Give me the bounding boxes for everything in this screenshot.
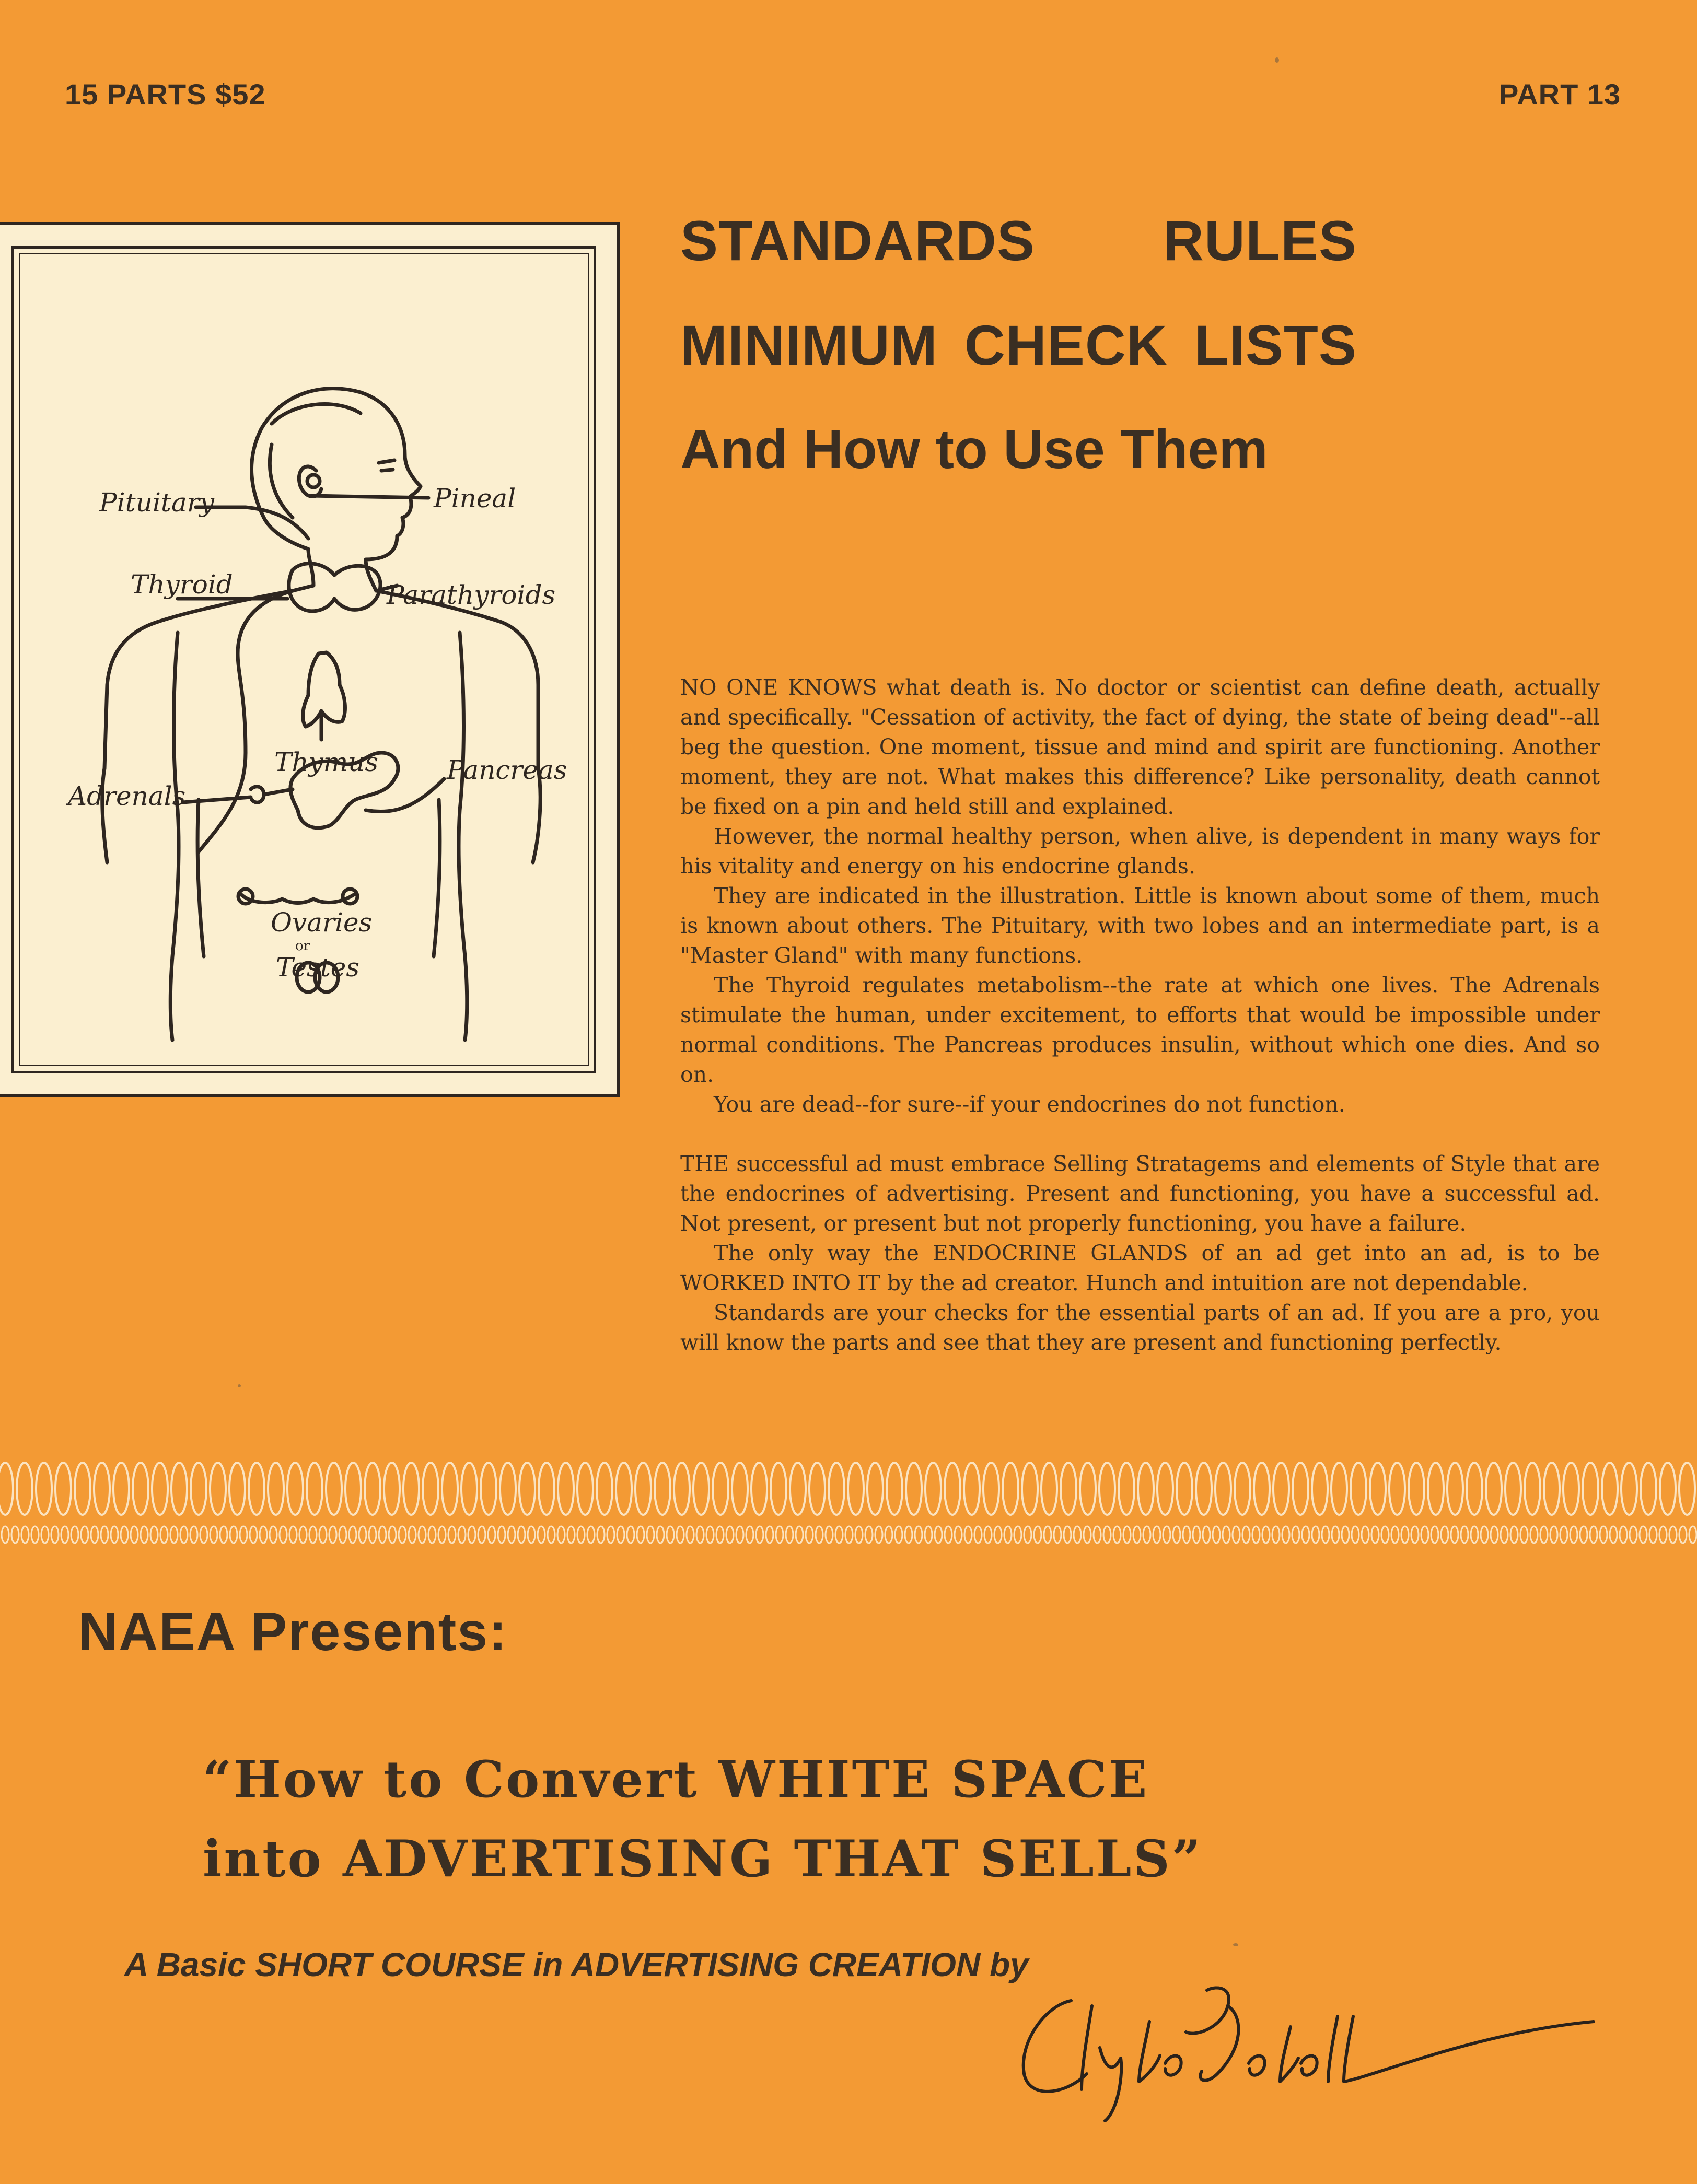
loop-ornament-small — [1292, 1526, 1299, 1543]
article-paragraph: THE successful ad must embrace Selling Stratagems and elements of Style that are the endocrines of advertising. Present and functioning, you have a successful ad. Not present, or present but not properly functioning, you have a failure. — [680, 1151, 1600, 1236]
loop-ornament-small — [210, 1526, 217, 1543]
loop-ornament-small — [240, 1526, 247, 1543]
loop-ornament — [1003, 1463, 1018, 1515]
loop-ornament — [171, 1463, 187, 1515]
loop-ornament — [1061, 1463, 1076, 1515]
loop-ornament-small — [1074, 1526, 1081, 1543]
loop-ornament-small — [71, 1526, 78, 1543]
loop-ornament — [1428, 1463, 1444, 1515]
loop-ornament-small — [1113, 1526, 1121, 1543]
loop-ornament-small — [1540, 1526, 1548, 1543]
loop-ornament-small — [657, 1526, 664, 1543]
loop-ornament-small — [1024, 1526, 1031, 1543]
loop-ornament-small — [706, 1526, 714, 1543]
label-thymus: Thymus — [274, 747, 379, 777]
loop-ornament — [17, 1463, 32, 1515]
loop-ornament-small — [816, 1526, 823, 1543]
loop-ornament — [133, 1463, 148, 1515]
loop-ornament-small — [826, 1526, 833, 1543]
loop-ornament-small — [1421, 1526, 1428, 1543]
loop-ornament-small — [51, 1526, 59, 1543]
loop-ornament-small — [1689, 1526, 1696, 1543]
paper-speck — [1233, 1943, 1238, 1946]
loop-ornament-small — [1520, 1526, 1528, 1543]
loop-ornament-small — [726, 1526, 734, 1543]
loop-ornament — [1022, 1463, 1038, 1515]
loop-ornament — [403, 1463, 419, 1515]
loop-ornament-small — [548, 1526, 555, 1543]
loop-ornament-small — [756, 1526, 763, 1543]
loop-ornament-small — [1610, 1526, 1617, 1543]
loop-ornament — [268, 1463, 284, 1515]
loop-ornament-small — [1620, 1526, 1627, 1543]
loop-ornament-small — [1371, 1526, 1379, 1543]
loop-ornament-small — [1064, 1526, 1071, 1543]
loop-ornament — [1641, 1463, 1656, 1515]
loop-ornament-small — [885, 1526, 892, 1543]
loop-ornament-small — [488, 1526, 495, 1543]
loop-ornament — [94, 1463, 110, 1515]
loop-ornament-small — [766, 1526, 773, 1543]
loop-ornament-small — [1570, 1526, 1577, 1543]
loop-ornament-small — [309, 1526, 317, 1543]
loop-ornament-small — [1203, 1526, 1210, 1543]
loop-ornament-small — [528, 1526, 535, 1543]
loop-ornament-small — [925, 1526, 932, 1543]
loop-ornament-small — [1451, 1526, 1458, 1543]
loop-ornament — [655, 1463, 670, 1515]
loop-ornament — [732, 1463, 748, 1515]
loop-ornament — [964, 1463, 980, 1515]
loop-ornament-small — [1461, 1526, 1468, 1543]
loop-ornament-small — [329, 1526, 336, 1543]
loop-ornament — [481, 1463, 496, 1515]
loop-ornament-small — [974, 1526, 982, 1543]
loop-ornament — [809, 1463, 825, 1515]
label-testes: Testes — [276, 952, 360, 983]
loop-ornament — [210, 1463, 226, 1515]
author-signature — [1008, 1969, 1609, 2126]
loop-ornament-small — [111, 1526, 118, 1543]
loop-ornament — [0, 1463, 13, 1515]
loop-ornament-small — [1391, 1526, 1399, 1543]
loop-ornament-small — [1441, 1526, 1448, 1543]
loop-ornament — [558, 1463, 574, 1515]
loop-ornament-small — [736, 1526, 743, 1543]
loop-ornament-small — [776, 1526, 783, 1543]
loop-ornament — [1505, 1463, 1521, 1515]
loop-ornament-small — [786, 1526, 793, 1543]
loop-ornament — [1525, 1463, 1540, 1515]
loop-ornament-small — [180, 1526, 188, 1543]
loop-ornament-small — [419, 1526, 426, 1543]
loop-ornament-small — [1004, 1526, 1012, 1543]
loop-ornament-small — [1252, 1526, 1260, 1543]
loop-ornament-small — [567, 1526, 575, 1543]
loop-ornament-small — [1094, 1526, 1101, 1543]
loop-ornament-small — [1014, 1526, 1021, 1543]
loop-ornament-small — [1133, 1526, 1141, 1543]
loop-ornament-small — [677, 1526, 684, 1543]
loop-ornament — [1679, 1463, 1695, 1515]
loop-ornament-small — [1342, 1526, 1349, 1543]
loop-ornament — [1583, 1463, 1598, 1515]
loop-ornament-small — [339, 1526, 346, 1543]
loop-ornament — [829, 1463, 844, 1515]
course-title-line-1: “How to Convert WHITE SPACE — [203, 1750, 1149, 1809]
loop-ornament — [1447, 1463, 1463, 1515]
loop-ornament — [36, 1463, 52, 1515]
loop-ornament-small — [1669, 1526, 1677, 1543]
loop-ornament-small — [31, 1526, 39, 1543]
loop-ornament-small — [687, 1526, 694, 1543]
label-parathyroids: Parathyroids — [387, 580, 556, 610]
loop-ornament — [384, 1463, 400, 1515]
loop-ornament-small — [557, 1526, 565, 1543]
loop-ornament-small — [647, 1526, 654, 1543]
loop-ornament-small — [845, 1526, 853, 1543]
loop-ornament — [1621, 1463, 1637, 1515]
loop-ornament-small — [1183, 1526, 1190, 1543]
part-number-label: PART 13 — [1499, 78, 1621, 111]
loop-ornament-small — [538, 1526, 545, 1543]
loop-ornament-small — [389, 1526, 396, 1543]
loop-ornament-small — [915, 1526, 922, 1543]
loop-ornament-small — [1471, 1526, 1478, 1543]
article-paragraph: The Thyroid regulates metabolism--the rate at which one lives. The Adrenals stimulate the human, under excitement, to efforts that would be impossible under normal conditions. The Pancreas produces insulin, without which one dies. And so on. — [680, 973, 1600, 1087]
headline-check-lists: MINIMUM CHECK LISTS — [680, 313, 1357, 377]
loop-ornament — [461, 1463, 477, 1515]
label-pancreas: Pancreas — [447, 755, 567, 785]
loop-ornament-small — [1600, 1526, 1607, 1543]
loop-ornament-small — [667, 1526, 674, 1543]
loop-ornament-small — [498, 1526, 505, 1543]
paper-speck — [238, 1384, 241, 1387]
loop-ornament-small — [855, 1526, 863, 1543]
loop-ornament — [307, 1463, 322, 1515]
loop-ornament-small — [945, 1526, 952, 1543]
loop-ornament-small — [597, 1526, 605, 1543]
loop-ornament-small — [150, 1526, 158, 1543]
loop-ornament-small — [458, 1526, 466, 1543]
loop-ornament — [771, 1463, 786, 1515]
loop-ornament-small — [1560, 1526, 1567, 1543]
loop-ornament-small — [448, 1526, 456, 1543]
loop-ornament-small — [1173, 1526, 1180, 1543]
loop-ornament-small — [319, 1526, 327, 1543]
loop-ornament — [1409, 1463, 1424, 1515]
loop-ornament — [287, 1463, 303, 1515]
headline-standards: STANDARDS — [680, 209, 1035, 272]
loop-ornament — [345, 1463, 361, 1515]
loop-ornament — [1157, 1463, 1173, 1515]
loop-ornament-small — [1084, 1526, 1091, 1543]
label-ovaries: Ovaries — [271, 907, 373, 938]
article-paragraph: Standards are your checks for the essential parts of an ad. If you are a pro, you will know the parts and see that they are present and functioning perfectly. — [680, 1300, 1600, 1355]
loop-ornament — [1099, 1463, 1115, 1515]
label-adrenals: Adrenals — [68, 781, 186, 811]
loop-ornament-small — [1322, 1526, 1329, 1543]
loop-ornament-small — [746, 1526, 753, 1543]
loop-ornament-small — [518, 1526, 525, 1543]
loop-ornament-small — [1640, 1526, 1647, 1543]
loop-ornament — [1389, 1463, 1405, 1515]
loop-ornament — [1563, 1463, 1579, 1515]
loop-ornament-small — [984, 1526, 992, 1543]
loop-ornament-small — [1302, 1526, 1309, 1543]
loop-ornament-small — [1103, 1526, 1111, 1543]
loop-ornament — [1254, 1463, 1270, 1515]
loop-ornament-small — [11, 1526, 19, 1543]
loop-ornament — [906, 1463, 922, 1515]
loop-ornament — [925, 1463, 941, 1515]
loop-ornament-small — [478, 1526, 485, 1543]
loop-ornament-small — [865, 1526, 873, 1543]
loop-ornament — [1467, 1463, 1482, 1515]
loop-ornament — [249, 1463, 264, 1515]
loop-ornament — [1312, 1463, 1328, 1515]
article-paragraph: However, the normal healthy person, when alive, is dependent in many ways for his vitality and energy on his endocrine glands. — [680, 824, 1600, 879]
loop-ornament-small — [1679, 1526, 1687, 1543]
loop-ornament-small — [1233, 1526, 1240, 1543]
loop-ornament-small — [250, 1526, 257, 1543]
loop-ornament-small — [1153, 1526, 1160, 1543]
loop-ornament-small — [577, 1526, 585, 1543]
loop-ornament-small — [875, 1526, 882, 1543]
loop-ornament-small — [399, 1526, 406, 1543]
loop-ornament-small — [131, 1526, 138, 1543]
loop-ornament — [55, 1463, 71, 1515]
loop-ornament-small — [905, 1526, 912, 1543]
loop-ornament-small — [160, 1526, 168, 1543]
loop-ornament — [1138, 1463, 1154, 1515]
article-paragraph: They are indicated in the illustration. Little is known about some of them, much is known about others. The Pituitary, with two lobes and an intermediate part, is a "Master Gland" with many functions. — [680, 883, 1600, 968]
loop-ornament-small — [716, 1526, 724, 1543]
loop-ornament-small — [1213, 1526, 1220, 1543]
loop-ornament-small — [1530, 1526, 1538, 1543]
label-pituitary: Pituitary — [99, 487, 214, 518]
loop-ornament — [1215, 1463, 1231, 1515]
loop-ornament — [500, 1463, 516, 1515]
loop-ornament — [983, 1463, 999, 1515]
headline-rules: RULES — [1163, 209, 1357, 272]
loop-ornament-small — [1143, 1526, 1150, 1543]
loop-ornament-small — [41, 1526, 49, 1543]
loop-ornament-small — [696, 1526, 704, 1543]
loop-ornament-small — [349, 1526, 356, 1543]
loop-ornament — [1544, 1463, 1560, 1515]
loop-ornament-small — [379, 1526, 386, 1543]
loop-ornament-small — [1649, 1526, 1657, 1543]
loop-ornament-small — [1659, 1526, 1667, 1543]
loop-ornament — [635, 1463, 651, 1515]
loop-ornament-small — [1550, 1526, 1557, 1543]
loop-ornament-small — [964, 1526, 972, 1543]
loop-ornament — [1602, 1463, 1618, 1515]
loop-ornament — [423, 1463, 438, 1515]
loop-ornament-small — [1590, 1526, 1597, 1543]
loop-ornament — [597, 1463, 612, 1515]
loop-ornament — [1273, 1463, 1289, 1515]
loop-ornament-small — [289, 1526, 297, 1543]
loop-ornament-small — [91, 1526, 98, 1543]
loop-ornament-small — [1223, 1526, 1230, 1543]
paper-speck — [1275, 57, 1279, 63]
loop-ornament — [191, 1463, 206, 1515]
loop-ornament-small — [1580, 1526, 1587, 1543]
decorative-loop-border — [0, 1452, 1697, 1557]
article-body — [680, 673, 1600, 1358]
loop-ornament — [1370, 1463, 1386, 1515]
label-thyroid: Thyroid — [131, 569, 233, 600]
loop-ornament — [945, 1463, 960, 1515]
loop-ornament — [519, 1463, 535, 1515]
loop-ornament-small — [230, 1526, 237, 1543]
course-subtitle: A Basic SHORT COURSE in ADVERTISING CREATION by — [124, 1946, 1029, 1983]
loop-ornament — [713, 1463, 728, 1515]
loop-ornament-small — [2, 1526, 9, 1543]
loop-ornament-small — [1381, 1526, 1389, 1543]
loop-ornament — [1041, 1463, 1057, 1515]
loop-ornament — [887, 1463, 902, 1515]
article-paragraph: The only way the ENDOCRINE GLANDS of an ad get into an ad, is to be WORKED INTO IT by the ad creator. Hunch and intuition are not dependable. — [680, 1241, 1600, 1295]
loop-ornament-small — [1362, 1526, 1369, 1543]
loop-ornament-small — [1630, 1526, 1637, 1543]
loop-ornament — [539, 1463, 554, 1515]
loop-ornament-small — [1491, 1526, 1498, 1543]
loop-ornament-small — [935, 1526, 942, 1543]
course-title-line-2: into ADVERTISING THAT SELLS” — [203, 1829, 1203, 1888]
loop-ornament-small — [895, 1526, 902, 1543]
loop-ornament — [1080, 1463, 1096, 1515]
loop-ornament — [1293, 1463, 1308, 1515]
endocrine-illustration — [0, 222, 620, 1097]
loop-ornament-small — [428, 1526, 436, 1543]
loop-ornament-small — [955, 1526, 962, 1543]
article-paragraph: NO ONE KNOWS what death is. No doctor or scientist can define death, actually and specifically. "Cessation of activity, the fact of dying, the state of being dead"--all beg the question. One moment, tissue and mind and spirit are functioning. Another moment, they are not. What makes this difference? Like personality, death cannot be fixed on a pin and held still and explained. — [680, 675, 1600, 819]
loop-ornament — [674, 1463, 690, 1515]
loop-ornament-small — [835, 1526, 843, 1543]
loop-ornament — [1119, 1463, 1134, 1515]
body-figure-drawing — [0, 225, 620, 1101]
presenter-heading: NAEA Presents: — [78, 1602, 508, 1662]
loop-ornament-small — [994, 1526, 1002, 1543]
loop-ornament-small — [1501, 1526, 1508, 1543]
loop-ornament-small — [200, 1526, 207, 1543]
loop-ornament-small — [409, 1526, 416, 1543]
loop-ornament — [1351, 1463, 1366, 1515]
article-paragraph: You are dead--for sure--if your endocrines do not function. — [714, 1092, 1345, 1117]
loop-ornament — [1196, 1463, 1212, 1515]
loop-ornament-small — [1481, 1526, 1488, 1543]
loop-ornament — [1660, 1463, 1676, 1515]
loop-ornament-small — [101, 1526, 108, 1543]
loop-ornament-small — [141, 1526, 148, 1543]
loop-ornament-small — [270, 1526, 277, 1543]
loop-ornament — [365, 1463, 380, 1515]
loop-ornament-small — [806, 1526, 813, 1543]
loop-ornament-small — [637, 1526, 644, 1543]
loop-ornament-small — [170, 1526, 178, 1543]
loop-ornament-small — [260, 1526, 267, 1543]
loop-ornament-small — [1312, 1526, 1319, 1543]
loop-ornament-small — [1044, 1526, 1051, 1543]
loop-ornament-small — [1054, 1526, 1061, 1543]
loop-ornament-small — [468, 1526, 475, 1543]
loop-ornament — [848, 1463, 864, 1515]
loop-ornament — [1177, 1463, 1192, 1515]
loop-ornament-small — [587, 1526, 595, 1543]
loop-ornament-small — [1411, 1526, 1419, 1543]
loop-ornament — [790, 1463, 806, 1515]
loop-ornament-small — [190, 1526, 197, 1543]
label-or: or — [295, 938, 310, 954]
loop-ornament — [152, 1463, 168, 1515]
loop-ornament-small — [1431, 1526, 1438, 1543]
label-pineal: Pineal — [434, 483, 516, 513]
loop-ornament-small — [617, 1526, 624, 1543]
loop-ornament-small — [220, 1526, 227, 1543]
loop-ornament-small — [1193, 1526, 1200, 1543]
loop-ornament — [1331, 1463, 1347, 1515]
loop-ornament-small — [627, 1526, 634, 1543]
loop-ornament-small — [21, 1526, 29, 1543]
loop-ornament-small — [280, 1526, 287, 1543]
loop-ornament — [693, 1463, 709, 1515]
loop-ornament-small — [61, 1526, 68, 1543]
loop-ornament — [577, 1463, 593, 1515]
loop-ornament — [113, 1463, 129, 1515]
loop-ornament-small — [359, 1526, 366, 1543]
loop-ornament — [75, 1463, 90, 1515]
headline-how-to-use: And How to Use Them — [680, 418, 1268, 480]
loop-ornament-small — [607, 1526, 614, 1543]
loop-ornament-small — [508, 1526, 515, 1543]
loop-ornament — [616, 1463, 632, 1515]
loop-ornament — [326, 1463, 342, 1515]
loop-ornament — [1486, 1463, 1502, 1515]
loop-ornament — [751, 1463, 767, 1515]
loop-ornament-small — [369, 1526, 376, 1543]
loop-ornament-small — [1510, 1526, 1518, 1543]
loop-ornament-small — [1242, 1526, 1250, 1543]
loop-ornament-small — [1034, 1526, 1041, 1543]
loop-ornament-small — [438, 1526, 446, 1543]
loop-ornament-small — [299, 1526, 307, 1543]
loop-ornament-small — [1332, 1526, 1339, 1543]
loop-ornament-small — [1282, 1526, 1289, 1543]
loop-ornament-small — [1272, 1526, 1280, 1543]
loop-ornament — [867, 1463, 883, 1515]
loop-ornament — [229, 1463, 245, 1515]
loop-ornament-small — [121, 1526, 128, 1543]
loop-ornament-small — [796, 1526, 803, 1543]
loop-ornament-small — [81, 1526, 88, 1543]
parts-price-label: 15 PARTS $52 — [65, 78, 266, 111]
loop-ornament — [1235, 1463, 1250, 1515]
loop-ornament-small — [1352, 1526, 1359, 1543]
loop-ornament-small — [1401, 1526, 1409, 1543]
loop-ornament — [442, 1463, 458, 1515]
loop-ornament-small — [1262, 1526, 1270, 1543]
loop-ornament-small — [1163, 1526, 1170, 1543]
loop-ornament-small — [1123, 1526, 1131, 1543]
